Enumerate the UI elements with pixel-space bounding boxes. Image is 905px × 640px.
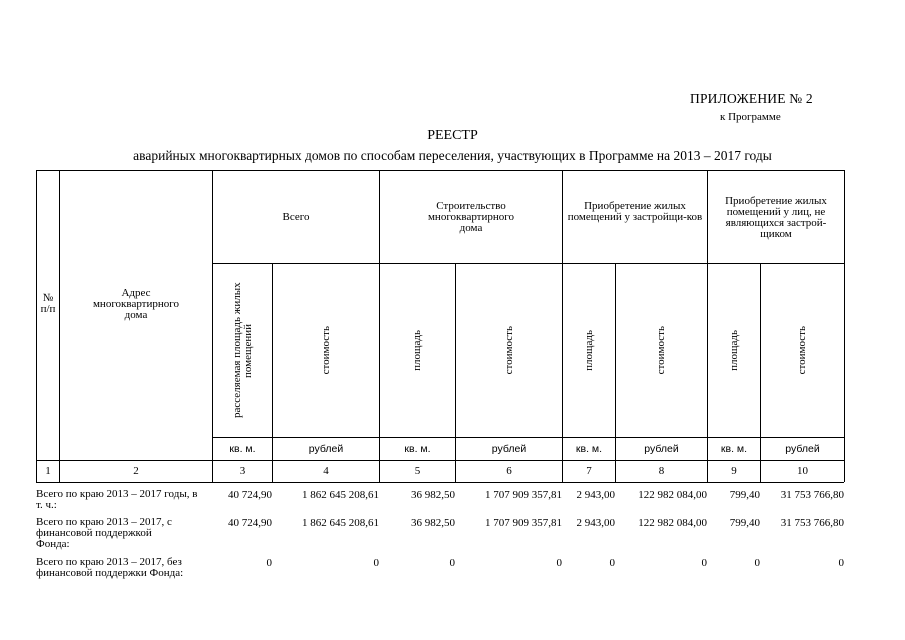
row-value: 0 xyxy=(838,557,844,569)
unit-cell: кв. м. xyxy=(720,442,748,455)
row-value: 31 753 766,80 xyxy=(780,517,844,529)
subheader-resettled-area: расселяемая площадь жилых помещений xyxy=(230,282,254,419)
row-value: 0 xyxy=(609,557,615,569)
column-number: 8 xyxy=(658,465,665,477)
unit-cell: рублей xyxy=(308,442,344,455)
subheader-area-others: площадь xyxy=(727,330,740,371)
row-value: 1 862 645 208,61 xyxy=(302,517,379,529)
column-number: 6 xyxy=(506,465,512,477)
group-total-header: Всего xyxy=(282,210,310,223)
row-value: 2 943,00 xyxy=(576,517,615,529)
row-value: 0 xyxy=(266,557,272,569)
row-value: 799,40 xyxy=(729,517,760,529)
unit-cell: рублей xyxy=(785,442,820,455)
row-value: 0 xyxy=(449,557,455,569)
row-value: 0 xyxy=(556,557,562,569)
group-purchase-others-header: Приобретение жилых помещений у лиц, не являющихся застрой-щиком xyxy=(725,195,827,240)
row-label: Всего по краю 2013 – 2017, с финансовой поддержкой Фонда: xyxy=(36,516,172,550)
unit-cell: рублей xyxy=(491,442,527,455)
subheader-area-construction: площадь xyxy=(411,330,423,371)
column-number: 4 xyxy=(323,465,329,477)
document-title: РЕЕСТР xyxy=(427,128,478,143)
subheader-cost-developers: стоимость xyxy=(655,326,667,375)
unit-cell: кв. м. xyxy=(229,442,256,455)
column-number: 5 xyxy=(414,465,421,477)
column-number: 2 xyxy=(133,465,139,477)
unit-cell: рублей xyxy=(644,442,679,455)
row-value: 1 862 645 208,61 xyxy=(302,489,379,501)
column-number: 1 xyxy=(45,465,51,477)
row-value: 31 753 766,80 xyxy=(780,489,844,501)
row-value: 40 724,90 xyxy=(228,489,272,501)
row-label: Всего по краю 2013 – 2017, без финансовой поддержки Фонда: xyxy=(36,556,184,579)
row-value: 122 982 084,00 xyxy=(638,489,707,501)
row-value: 1 707 909 357,81 xyxy=(485,517,562,529)
row-value: 0 xyxy=(373,557,379,569)
group-construction-header: Строительство многоквартирного дома xyxy=(427,200,515,234)
row-value: 36 982,50 xyxy=(411,489,455,501)
unit-cell: кв. м. xyxy=(575,442,603,455)
subheader-area-developers: площадь xyxy=(582,330,595,371)
column-number: 9 xyxy=(731,465,737,477)
row-value: 36 982,50 xyxy=(411,517,455,529)
row-value: 1 707 909 357,81 xyxy=(485,489,562,501)
col-address-header: Адрес многоквартирного дома xyxy=(92,286,180,321)
row-value: 2 943,00 xyxy=(576,489,615,501)
row-value: 0 xyxy=(754,557,760,569)
document-subtitle: аварийных многоквартирных домов по способам переселения, участвующих в Программе на 2013 – 2017 годы xyxy=(133,148,772,163)
column-number: 7 xyxy=(586,465,592,477)
subheader-cost-construction: стоимость xyxy=(502,326,515,375)
to-program-label: к Программе xyxy=(720,111,781,123)
appendix-label: ПРИЛОЖЕНИЕ № 2 xyxy=(690,91,813,106)
group-purchase-developers-header: Приобретение жилых помещений у застройщи-ков xyxy=(567,200,703,223)
subheader-cost-total: стоимость xyxy=(319,326,332,375)
row-value: 0 xyxy=(701,557,707,569)
column-number: 3 xyxy=(239,465,246,477)
row-label: Всего по краю 2013 – 2017 годы, в т. ч.: xyxy=(36,488,198,511)
subheader-cost-others: стоимость xyxy=(796,326,808,375)
row-value: 799,40 xyxy=(729,489,760,501)
unit-cell: кв. м. xyxy=(404,442,431,455)
row-value: 122 982 084,00 xyxy=(638,517,707,529)
col-number-header: № п/п xyxy=(40,292,56,315)
row-value: 40 724,90 xyxy=(228,517,272,529)
column-number: 10 xyxy=(797,465,808,477)
